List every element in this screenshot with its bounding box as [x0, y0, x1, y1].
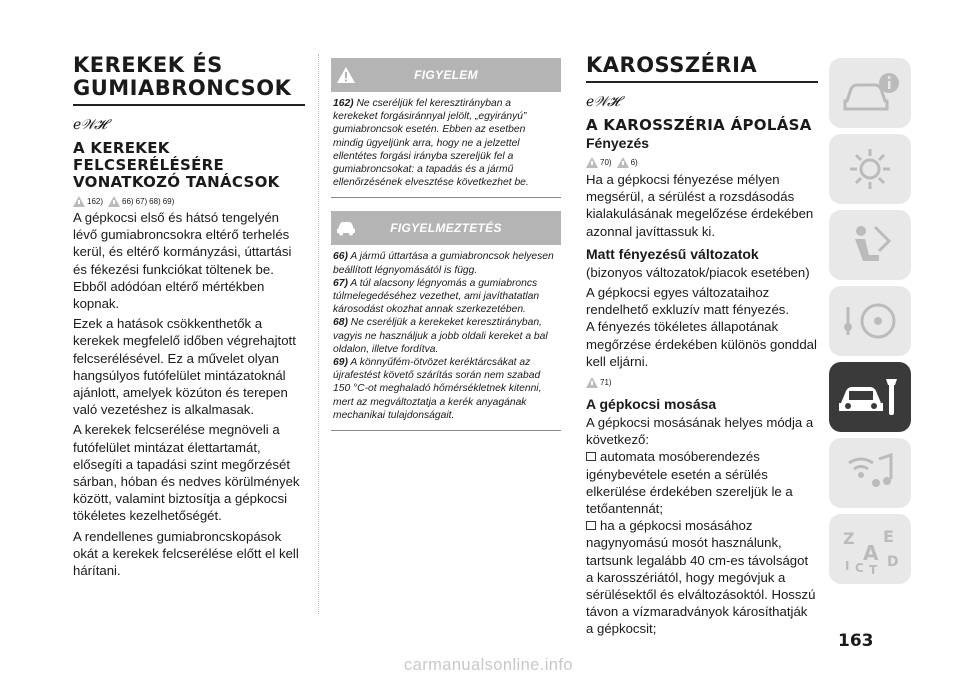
ref-mark: 66): [122, 197, 134, 206]
ref-mark: 67): [135, 197, 148, 206]
warning-triangle-icon: [617, 157, 629, 168]
box-rule: [331, 197, 561, 198]
reference-marks: [73, 191, 305, 207]
item-number: 68): [333, 317, 348, 329]
caution-box-body: [331, 245, 561, 422]
car-maintenance-icon: [837, 373, 903, 421]
caution-title: FIGYELMEZTETÉS: [390, 221, 502, 236]
title-rule: [73, 104, 305, 106]
subsection-title: A KAROSSZÉRIA ÁPOLÁSA: [586, 116, 812, 134]
ref-mark: 6): [630, 158, 638, 167]
warning-box-header: [331, 58, 561, 92]
column-divider: [318, 54, 319, 614]
bullet-item: [586, 517, 818, 637]
tile-index[interactable]: [829, 514, 911, 584]
tile-warning-lights[interactable]: [829, 134, 911, 204]
reference-marks: [586, 152, 818, 168]
svg-text:T: T: [869, 563, 878, 576]
section-title: KAROSSZÉRIA: [586, 53, 758, 77]
steering-controls-icon: [840, 297, 900, 345]
svg-text:E: E: [883, 527, 894, 546]
section-title: KEREKEK ÉS GUMIABRONCSOK: [73, 53, 292, 100]
car-info-icon: [839, 71, 901, 115]
ref-mark: 68): [149, 197, 161, 206]
paragraph: A kerekek felcserélése megnöveli a futófelület mintázat élettartamát, elősegíti a tapadási szint megőrzését sárban, hóban és nedves körülmények között, valamint biztosítja a gépkocsi tökéletes kezelhetőségét.: [73, 422, 300, 524]
bullet-text: ha a gépkocsi mosásához nagynyomású mosót használunk, tartsunk legalább 40 cm-es távolságot a karosszériától, hogy megóvjuk a sérülésektől és elváltozásoktól. Hosszú távon a vízmaradványok károsíthatják a gépkocsit;: [586, 518, 816, 637]
tile-car-maintenance[interactable]: [829, 362, 911, 432]
bullet-text: automata mosóberendezés igénybevétele esetén a sérülés elkerülése érdekében szereljük le a tetőantennát;: [586, 449, 793, 517]
checkbox-bullet-icon: [586, 521, 596, 530]
paragraph: A fényezés tökéletes állapotának megőrzése érdekében különös gonddal kell eljárni.: [586, 319, 817, 369]
warning-triangle-icon: [586, 157, 598, 168]
svg-text:C: C: [855, 561, 864, 575]
ref-mark: 69): [162, 197, 175, 206]
paragraph: A gépkocsi mosásának helyes módja a következő:: [586, 415, 814, 448]
page-number: 163: [838, 631, 874, 651]
warning-title: FIGYELEM: [414, 68, 478, 82]
checkbox-bullet-icon: [586, 452, 596, 461]
paragraph: A gépkocsi egyes változataihoz rendelhető exkluzív matt fényezés.: [586, 285, 790, 318]
tile-airbag[interactable]: [829, 210, 911, 280]
ref-mark: 70): [600, 158, 612, 167]
column-1: [73, 54, 305, 579]
warning-triangle-icon: [586, 377, 598, 388]
brand-logo-icon: ℯ𝒲𝓗: [73, 117, 106, 133]
caution-item: [333, 277, 558, 317]
chapter-sidebar: [829, 58, 911, 590]
ref-mark: 162): [87, 197, 104, 206]
warning-lights-icon: [845, 145, 895, 193]
bullet-item: [586, 448, 818, 517]
title-rule: [586, 81, 818, 83]
svg-text:D: D: [887, 554, 899, 570]
item-number: 69): [333, 357, 348, 369]
svg-text:I: I: [845, 559, 850, 573]
paragraph: A gépkocsi első és hátsó tengelyén lévő gumiabroncsokra eltérő terhelés kerül, és eltérő kormányzási, úttartási és fékezési funkciókat töltenek be. Ebből adódóan eltérő mértékben kopnak.: [73, 210, 292, 312]
item-text: A jármű úttartása a gumiabroncsok helyesen beállított légnyomásától is függ.: [333, 251, 554, 276]
brand-logo-icon: ℯ𝒲𝓗: [586, 94, 619, 110]
caution-item: [333, 316, 558, 356]
heading-matt: Matt fényezésű változatok: [586, 245, 759, 262]
item-text: Ne cseréljük a kerekeket keresztirányban, vagyis ne használjuk a jobb oldali kereket a bal oldalon, illetve fordítva.: [333, 317, 548, 355]
warning-box-body: [331, 92, 561, 189]
airbag-icon: [845, 221, 895, 269]
item-text: A túl alacsony légnyomás a gumiabroncs túlmelegedéséhez vezethet, ami javíthatatlan károsodást okozhat annak szerkezetében.: [333, 277, 540, 316]
item-text: A könnyűfém-ötvözet keréktárcsákat az újrafestést követő szárítás során nem szabad 150 °C-ot meghaladó hőmérsékletnek kitenni, mert az megváltoztatja a kerék anyagának mechanikai tulajdonságait.: [333, 357, 542, 421]
warning-item: [333, 97, 558, 189]
warning-triangle-icon: [108, 196, 120, 207]
car-caution-icon: [331, 211, 361, 245]
item-text: Ne cseréljük fel keresztirányban a kerekeket forgásiránnyal jelölt, „egyirányú” gumiabroncsok esetén. Ebben az esetben mindig ügyeljünk arra, hogy ne a jelzettel ellentétes forgási irányba szereljük fel a gumiabroncsokat: a tapadás és a jármű ellenőrzésének elvesztése következhet be.: [333, 98, 529, 189]
tile-multimedia[interactable]: [829, 438, 911, 508]
paragraph: Ezek a hatások csökkenthetők a kerekek megfelelő időben végrehajtott felcserélésével. Ez a művelet olyan hangsúlyos futófelület mintázatoknál ajánlott, amelyek közúton és terepen való vezetéshez is alkalmasak.: [73, 316, 296, 418]
tile-steering-controls[interactable]: [829, 286, 911, 356]
watermark: carmanualsonline.info: [404, 656, 573, 674]
paragraph: (bizonyos változatok/piacok esetében): [586, 264, 810, 280]
column-3: [586, 54, 818, 638]
column-2: [331, 58, 561, 431]
heading-fenyezes: Fényezés: [586, 135, 650, 151]
tile-car-info[interactable]: [829, 58, 911, 128]
paragraph: Ha a gépkocsi fényezése mélyen megsérül, a sérülést a rozsdásodás kialakulásának megelőzése érdekében azonnal javíttassuk ki.: [586, 172, 814, 239]
caution-item: [333, 250, 558, 276]
reference-marks: [586, 372, 818, 388]
index-icon: [837, 522, 903, 576]
item-number: 67): [333, 277, 348, 289]
heading-mosas: A gépkocsi mosása: [586, 396, 717, 413]
ref-mark: 71): [600, 378, 612, 388]
subsection-title: A KEREKEK FELCSERÉLÉSÉRE VONATKOZÓ TANÁCSOK: [73, 139, 280, 191]
warning-triangle-icon: [73, 196, 85, 207]
item-number: 66): [333, 251, 348, 263]
warning-triangle-icon: [331, 58, 361, 92]
svg-text:A: A: [863, 541, 879, 565]
item-number: 162): [333, 98, 354, 109]
box-rule: [331, 430, 561, 431]
caution-item: [333, 356, 558, 422]
caution-box-header: [331, 211, 561, 245]
multimedia-icon: [843, 449, 897, 497]
svg-text:Z: Z: [843, 529, 855, 548]
paragraph: A rendellenes gumiabroncskopások okát a kerekek felcserélése előtt el kell hárítani.: [73, 528, 299, 579]
